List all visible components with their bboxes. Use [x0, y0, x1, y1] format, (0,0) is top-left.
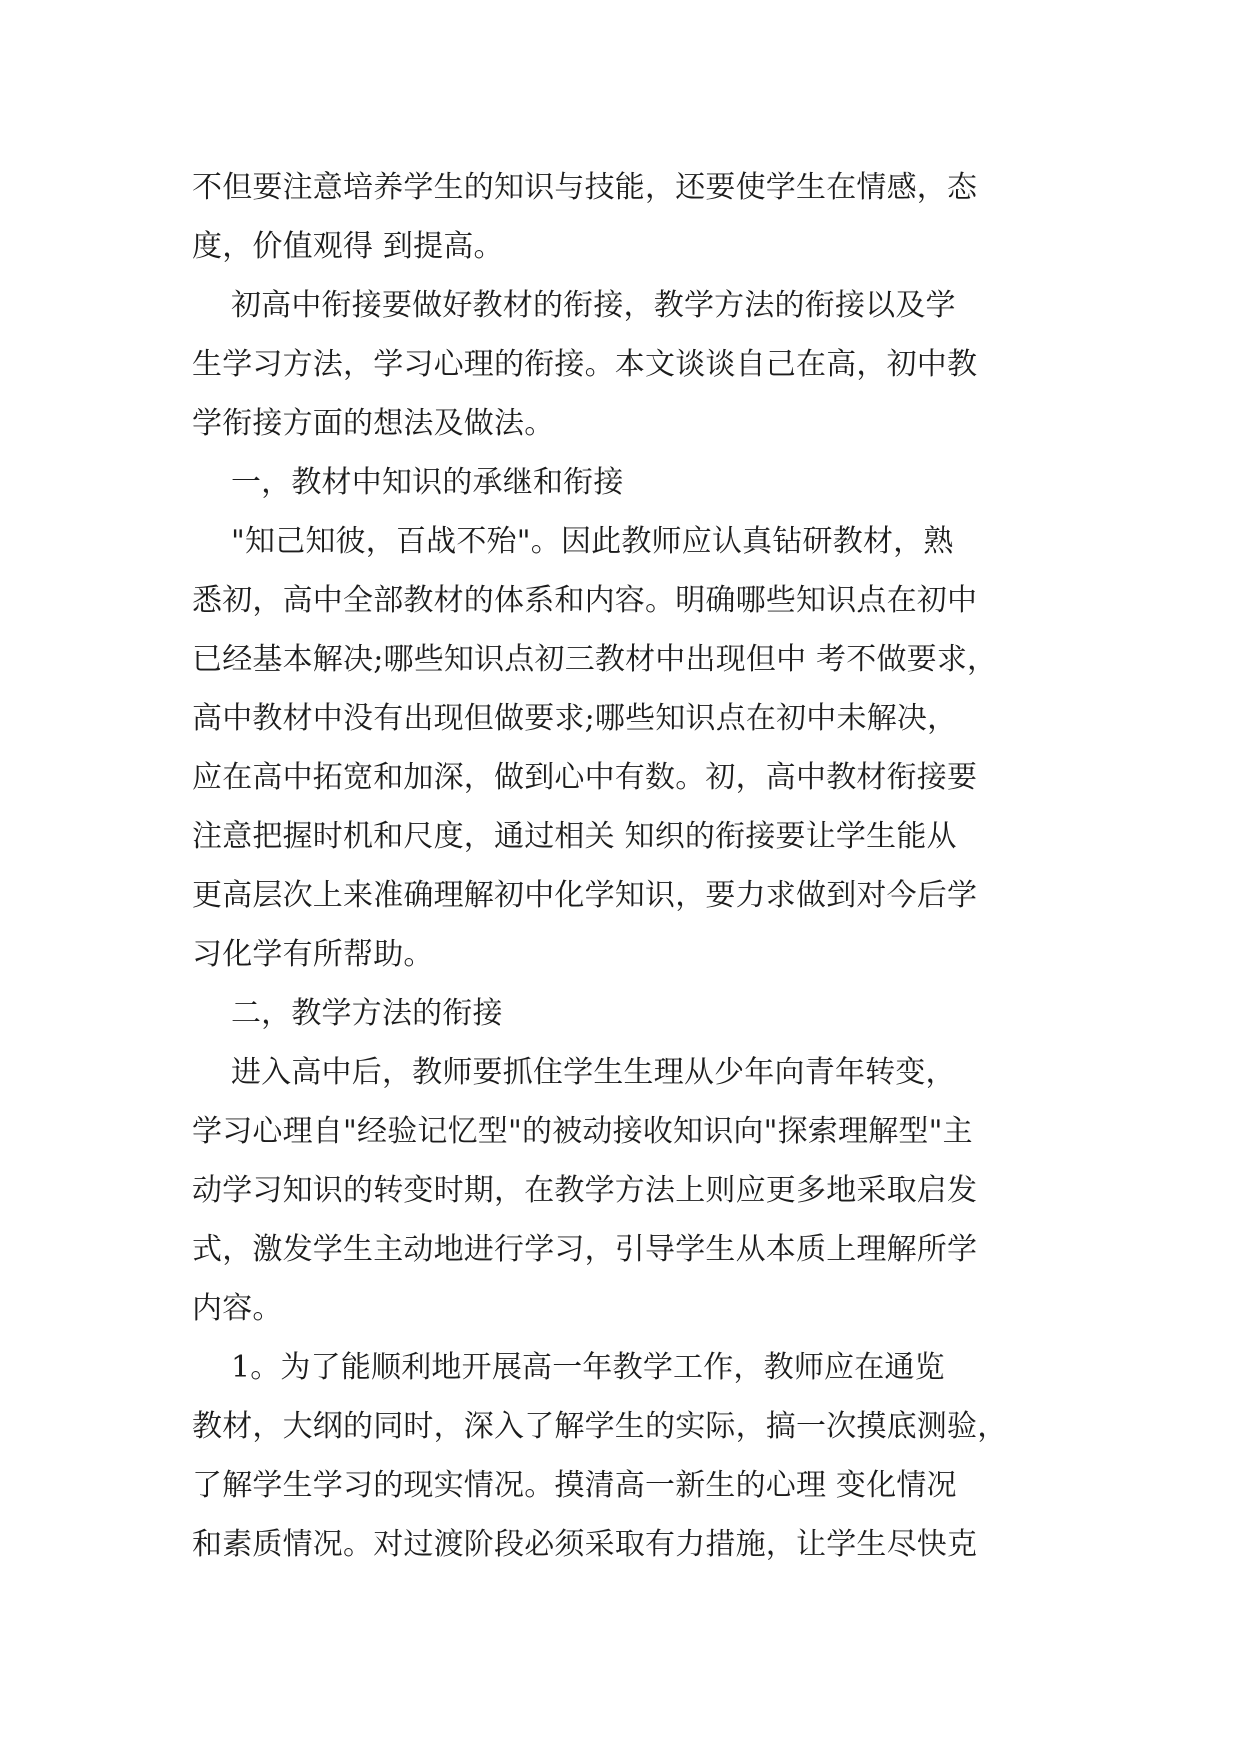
text-line: 生学习方法，学习心理的衔接。本文谈谈自己在高，初中教	[192, 347, 978, 382]
text-line: 和素质情况。对过渡阶段必须采取有力措施，让学生尽快克	[192, 1527, 978, 1562]
text-line: 更高层次上来准确理解初中化学知识，要力求做到对今后学	[192, 878, 978, 913]
text-line: 已经基本解决;哪些知识点初三教材中出现但中 考不做要求，	[192, 642, 998, 677]
text-line: 不但要注意培养学生的知识与技能，还要使学生在情感，态	[192, 170, 978, 205]
text-line: 内容。	[192, 1291, 283, 1326]
text-line: 悉初，高中全部教材的体系和内容。明确哪些知识点在初中	[192, 583, 978, 618]
text-line: 了解学生学习的现实情况。摸清高一新生的心理 变化情况	[192, 1468, 957, 1503]
text-line: 式，激发学生主动地进行学习，引导学生从本质上理解所学	[192, 1232, 978, 1267]
text-line: 教材，大纲的同时，深入了解学生的实际，搞一次摸底测验，	[192, 1409, 1008, 1444]
text-line: 学习心理自"经验记忆型"的被动接收知识向"探索理解型"主	[192, 1114, 973, 1149]
text-line: "知己知彼，百战不殆"。因此教师应认真钻研教材，熟	[192, 524, 954, 559]
text-line: 习化学有所帮助。	[192, 937, 434, 972]
document-body	[192, 158, 1062, 1574]
text-line: 1。为了能顺利地开展高一年教学工作，教师应在通览	[192, 1350, 945, 1385]
text-line: 学衔接方面的想法及做法。	[192, 406, 555, 441]
text-line: 度，价值观得 到提高。	[192, 229, 504, 264]
text-line: 动学习知识的转变时期，在教学方法上则应更多地采取启发	[192, 1173, 978, 1208]
section-heading-2: 二，教学方法的衔接	[192, 996, 503, 1031]
text-line: 进入高中后，教师要抓住学生生理从少年向青年转变，	[192, 1055, 956, 1090]
text-line: 高中教材中没有出现但做要求;哪些知识点在初中未解决，	[192, 701, 958, 736]
text-line: 注意把握时机和尺度，通过相关 知织的衔接要让学生能从	[192, 819, 957, 854]
text-line: 应在高中拓宽和加深，做到心中有数。初，高中教材衔接要	[192, 760, 978, 795]
section-heading-1: 一，教材中知识的承继和衔接	[192, 465, 624, 500]
text-line: 初高中衔接要做好教材的衔接，教学方法的衔接以及学	[192, 288, 956, 323]
